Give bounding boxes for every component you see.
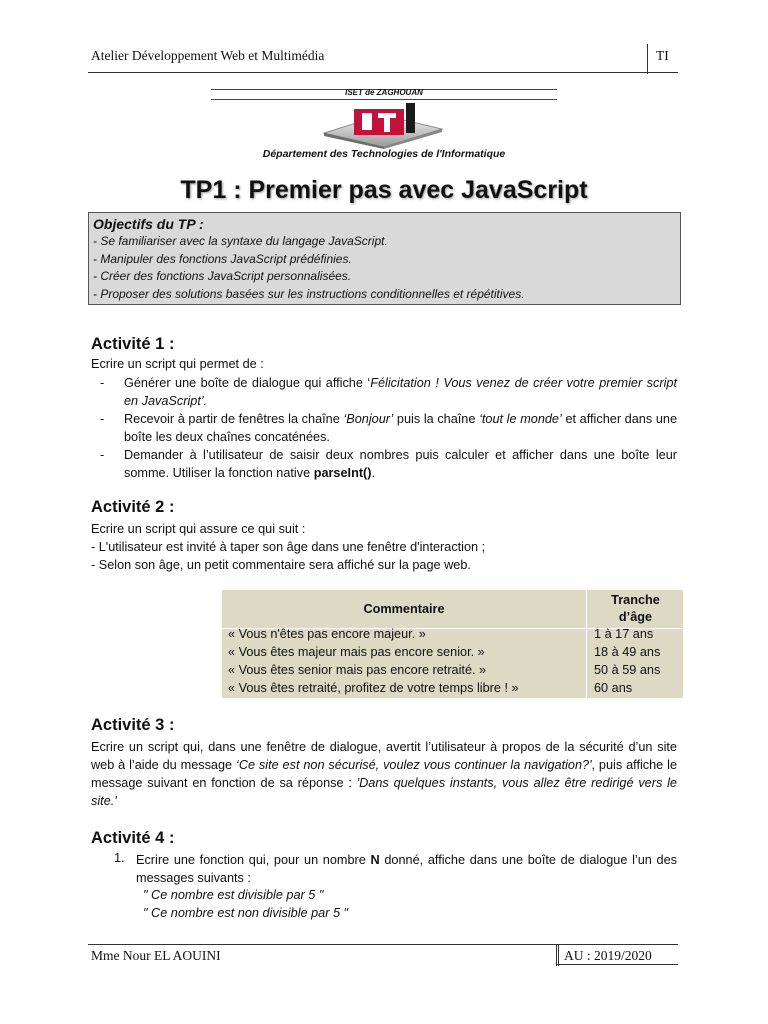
activity-1-list <box>91 374 677 482</box>
item-text-bold: parseInt() <box>313 466 372 480</box>
department-name: Département des Technologies de l'Informatique <box>262 148 506 160</box>
table-cell-comment: « Vous êtes senior mais pas encore retraité. » <box>228 663 487 677</box>
objective-item: - Créer des fonctions JavaScript personnalisées. <box>93 269 352 283</box>
header-separator <box>647 44 648 74</box>
footer-rule <box>88 944 678 945</box>
paragraph-text: Ecrire une fonction qui, pour un nombre <box>136 853 371 867</box>
table-cell-comment: « Vous êtes majeur mais pas encore senior. » <box>228 645 485 659</box>
paragraph-text-bold: N <box>370 853 380 867</box>
table-divider <box>586 590 587 698</box>
table-cell-range: 18 à 49 ans <box>594 645 661 659</box>
activity-1-intro: Ecrire un script qui permet de : <box>91 357 264 371</box>
paragraph-text-italic: ‘Ce site est non sécurisé, voulez vous continuer la navigation?' <box>236 758 592 772</box>
table-cell-range: 1 à 17 ans <box>594 627 654 641</box>
iset-emblem-icon <box>318 103 448 149</box>
item-text: . <box>371 466 376 480</box>
activity-3-heading: Activité 3 : <box>91 716 175 734</box>
list-number: 1. <box>114 851 125 865</box>
header-text: Tranche <box>611 593 660 607</box>
table-cell-comment: « Vous n'êtes pas encore majeur. » <box>228 627 426 641</box>
text-line: - L'utilisateur est invité à taper son âge dans une fenêtre d'interaction ; <box>91 540 486 554</box>
institution-name: ISET de ZAGHOUAN <box>345 88 423 97</box>
table-header-age <box>588 590 683 628</box>
objective-item: - Proposer des solutions basées sur les instructions conditionnelles et répétitives. <box>93 286 525 301</box>
list-item: - Générer une boîte de dialogue qui affiche ‘Félicitation ! Vous venez de créer votre premier script en JavaScript’. <box>100 376 677 408</box>
item-text: Recevoir à partir de fenêtres la chaîne <box>124 412 344 426</box>
course-name: Atelier Développement Web et Multimédia <box>91 48 325 63</box>
table-cell-range: 50 à 59 ans <box>594 663 661 677</box>
item-text-italic: ‘tout le monde’ <box>479 412 562 426</box>
item-text: Générer une boîte de dialogue qui affiche ‘ <box>124 376 371 390</box>
message-divisible: " Ce nombre est divisible par 5 " <box>143 888 324 902</box>
objectives-title: Objectifs du TP : <box>93 216 204 232</box>
table-header-comment: Commentaire <box>363 602 445 616</box>
page-header <box>88 42 678 73</box>
table-cell-comment: « Vous êtes retraité, profitez de votre temps libre ! » <box>228 681 519 695</box>
objectives-box <box>88 212 681 305</box>
age-comment-table <box>222 590 683 698</box>
activity-4-text <box>136 851 677 887</box>
item-text: et afficher dans une boîte les deux chaînes concaténées. <box>124 412 677 444</box>
activity-3-text <box>91 738 677 810</box>
item-text-italic: Félicitation ! Vous venez de créer votre premier script en JavaScript’. <box>124 376 677 408</box>
academic-year: AU : 2019/2020 <box>564 948 652 963</box>
institution-logo <box>211 87 557 162</box>
item-text: puis la chaîne <box>393 412 480 426</box>
message-not-divisible: " Ce nombre est non divisible par 5 " <box>143 906 349 920</box>
dept-code: TI <box>656 48 669 63</box>
activity-2-text <box>91 520 677 574</box>
item-text: Demander à l’utilisateur de saisir deux nombres puis calculer et afficher dans une boîte leur somme. Utiliser la fonction native <box>124 448 677 480</box>
activity-1-heading: Activité 1 : <box>91 335 175 353</box>
paragraph-text: , puis affiche le message suivant en fonction de sa réponse : <box>91 758 678 790</box>
logo-rule-bottom <box>211 99 557 100</box>
activity-4-heading: Activité 4 : <box>91 829 175 847</box>
paragraph-text-italic: 'Dans quelques instants, vous allez être redirigé vers le site.' <box>91 776 677 808</box>
paragraph-text: Ecrire un script qui, dans une fenêtre de dialogue, avertit l’utilisateur à propos de la sécurité d’un site web à l’aide du message <box>91 740 677 772</box>
objective-item: - Manipuler des fonctions JavaScript prédéfinies. <box>93 251 352 266</box>
text-line: - Selon son âge, un petit commentaire sera affiché sur la page web. <box>91 558 471 572</box>
objective-item: - Se familiariser avec la syntaxe du langage JavaScript. <box>93 234 388 248</box>
list-item: - Recevoir à partir de fenêtres la chaîne ‘Bonjour’ puis la chaîne ‘tout le monde’ et afficher dans une boîte les deux chaînes concaténées. <box>100 412 677 444</box>
text-line: Ecrire un script qui assure ce qui suit : <box>91 522 306 536</box>
page-title: TP1 : Premier pas avec JavaScript <box>180 176 588 204</box>
author-name: Mme Nour EL AOUINI <box>91 948 221 963</box>
table-cell-range: 60 ans <box>594 681 633 695</box>
footer-separator <box>556 944 559 966</box>
header-text: d’âge <box>618 610 653 624</box>
list-item: - Demander à l’utilisateur de saisir deux nombres puis calculer et afficher dans une boîte leur somme. Utiliser la fonction native parseInt(). <box>100 448 677 480</box>
activity-2-heading: Activité 2 : <box>91 498 175 516</box>
item-text-italic: ‘Bonjour’ <box>343 412 394 426</box>
footer-rule-bottom <box>556 964 678 965</box>
paragraph-text: donné, affiche dans une boîte de dialogue l’un des messages suivants : <box>136 853 677 885</box>
